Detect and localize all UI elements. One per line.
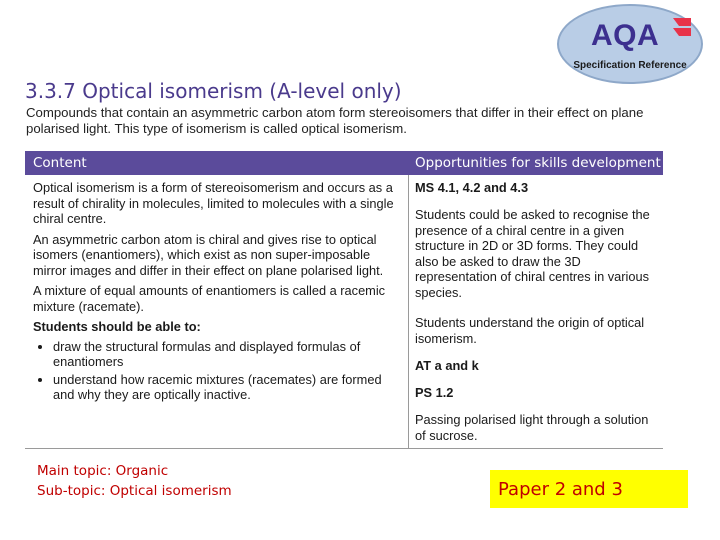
students-heading: Students should be able to: [33, 319, 201, 334]
list-item: • draw the structural formulas and displayed formulas of enantiomers [53, 339, 399, 370]
column-divider [408, 175, 409, 448]
understand-text: Students understand the origin of optical isomerism. [415, 315, 645, 346]
table-header [25, 151, 663, 175]
students-list [33, 339, 399, 403]
list-item: • understand how racemic mixtures (racemates) are formed and why they are optically inactive. [53, 372, 399, 403]
aqa-logo: AQA [591, 19, 660, 52]
section-title: 3.3.7 Optical isomerism (A-level only) [25, 79, 402, 103]
content-paragraph-2: An asymmetric carbon atom is chiral and gives rise to optical isomers (enantiomers), which exist as non super-imposable mirror images and differ in their effect on plane polarised light. [33, 231, 384, 278]
ps-heading: PS 1.2 [415, 385, 454, 400]
ps-text: Passing polarised light through a solution of sucrose. [415, 412, 649, 443]
ms-heading: MS 4.1, 4.2 and 4.3 [415, 180, 529, 195]
content-paragraph-1: Optical isomerism is a form of stereoisomerism and occurs as a result of chirality in molecules, limited to molecules with a single chiral centre. [33, 180, 394, 226]
at-heading: AT a and k [415, 358, 479, 373]
aqa-flag-icon [671, 16, 693, 44]
topic-block [37, 461, 232, 501]
paper-label: Paper 2 and 3 [490, 470, 688, 508]
sub-topic: Sub-topic: Optical isomerism [37, 483, 232, 499]
content-paragraph-3: A mixture of equal amounts of enantiomers is called a racemic mixture (racemate). [33, 283, 386, 314]
main-topic: Main topic: Organic [37, 463, 169, 479]
specification-table [25, 151, 663, 449]
content-column [33, 180, 399, 405]
section-intro: Compounds that contain an asymmetric carbon atom form stereoisomers that differ in their effect on plane polarised light. This type of isomerism is called optical isomerism. [26, 105, 644, 136]
header-opportunities: Opportunities for skills development [415, 155, 661, 171]
header-content: Content [33, 155, 87, 171]
ms-text: Students could be asked to recognise the presence of a chiral centre in a given structure in 2D or 3D forms. They could also be asked to draw the 3D representation of chiral centres in various species. [415, 207, 650, 300]
badge-caption: Specification Reference [573, 60, 687, 71]
